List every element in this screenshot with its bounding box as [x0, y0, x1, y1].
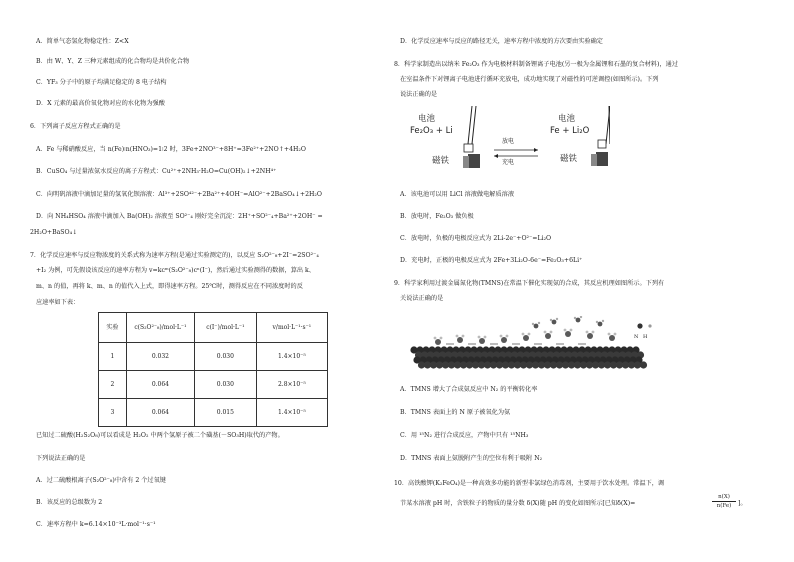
- q9-option-c: C．用 ¹⁵N₂ 进行合成反应，产物中只有 ¹⁵NH₃: [400, 432, 529, 439]
- fraction-numerator: n(X): [712, 494, 736, 502]
- q9-option-b: B．TMNS 表面上的 N 原子被氧化为氨: [400, 409, 511, 416]
- surface-atom: [648, 324, 651, 327]
- surface-atom: [586, 331, 589, 334]
- q6-stem: 6．下列离子反应方程式正确的是: [30, 123, 121, 130]
- table-header: c(S₂O²⁻₈)/mol·L⁻¹: [126, 313, 194, 343]
- q7-stem-line-3: m、n 的值，再将 k、m、n 的值代入上式，即得速率方程。25℃时，测得反应在不同浓度时的反: [36, 283, 303, 290]
- surface-atom: [564, 329, 567, 332]
- q9-option-a: A．TMNS 增大了合成氨反应中 N₂ 的平衡转化率: [400, 386, 538, 393]
- q9-stem-line-2: 关说法正确的是: [400, 295, 444, 302]
- q8-option-d: D．充电时，正极的电极反应式为 2Fe+3Li₂O-6e⁻=Fe₂O₃+6Li⁺: [400, 257, 583, 264]
- q8-stem-line-2: 在室温条件下对锂离子电池进行循环充放电，成功地实现了对磁性的可逆调控(如图所示)。下列: [400, 76, 659, 83]
- table-cell: 0.064: [126, 399, 194, 427]
- discharge-label: 放电: [502, 138, 515, 145]
- table-cell: 1.4×10⁻⁵: [256, 399, 327, 427]
- surface-atom: [457, 337, 463, 343]
- magnet-left-label: 磁铁: [432, 156, 450, 166]
- table-cell: 0.030: [194, 371, 256, 399]
- surface-atom: [640, 361, 647, 368]
- surface-atom: [534, 324, 539, 329]
- table-row: [99, 399, 328, 427]
- surface-atom: [552, 320, 557, 325]
- rate-table: [98, 312, 328, 427]
- surface-atom: [637, 323, 642, 328]
- surface-atom: [435, 339, 441, 345]
- q7-option-b: B．该反应的总级数为 2: [36, 499, 103, 506]
- surface-atom: [556, 318, 558, 320]
- battery-magnet-figure: [410, 104, 610, 184]
- surface-atom: [592, 331, 595, 334]
- surface-atom: [565, 331, 571, 337]
- table-header-row: [99, 313, 328, 343]
- surface-atom: [523, 335, 529, 341]
- surface-atom: [570, 329, 573, 332]
- surface-atom: [522, 333, 525, 336]
- q8-option-b: B．放电时，Fe₂O₃ 做负极: [400, 213, 474, 220]
- surface-atom: [598, 322, 603, 327]
- q7-option-a: A．过二硫酸根离子(S₂O²⁻₈)中含有 2 个过氧键: [36, 477, 166, 484]
- q5-option-b: B．由 W、Y、Z 三种元素组成的化合物均是共价化合物: [36, 58, 190, 65]
- table-cell: 0.032: [126, 343, 194, 371]
- legend-h-label: H: [643, 334, 648, 340]
- surface-atom: [501, 337, 507, 343]
- surface-atom: [506, 335, 509, 338]
- surface-atom: [609, 335, 615, 341]
- surface-atom: [478, 336, 481, 339]
- surface-atom: [440, 337, 443, 340]
- surface-atom: [544, 331, 547, 334]
- surface-atom: [528, 333, 531, 336]
- table-row: [99, 371, 328, 399]
- battery-right-formula: Fe + Li₂O: [550, 126, 590, 136]
- table-cell: 3: [99, 399, 127, 427]
- table-cell: 1: [99, 343, 127, 371]
- surface-atom: [479, 338, 485, 344]
- surface-atom: [602, 320, 604, 322]
- q10-stem-line-2: 节某水溶液 pH 时，含铁粒子的物质的量分数 δ(X)随 pH 的变化如图所示[已知δ(X)=: [400, 500, 636, 507]
- surface-atom: [532, 323, 534, 325]
- table-cell: 0.030: [194, 343, 256, 371]
- surface-atom: [545, 333, 551, 339]
- surface-atom: [587, 333, 593, 339]
- q9-stem-line-1: 9．科学家利用过渡金属氮化物(TMNS)在常温下催化实现氨的合成，其反应机理如图所示。下列有: [394, 280, 665, 287]
- q6-option-d-cont: 2H₂O+BaSO₄↓: [30, 229, 78, 236]
- q6-option-a: A．Fe 与稀硝酸反应，当 n(Fe)∶n(HNO₃)=1∶2 时，3Fe+2NO³⁻+8H⁺=3Fe²⁺+2NO↑+4H₂O: [36, 146, 306, 153]
- q6-option-c: C．向明矾溶液中滴加足量的氢氧化钡溶液：Al³⁺+2SO⁴²⁻+2Ba²⁺+4OH⁻=AlO²⁻+2BaSO₄↓+2H₂O: [36, 191, 322, 198]
- q8-option-a: A．该电池可以用 LiCl 溶液做电解质溶液: [400, 191, 515, 198]
- q7-option-c: C．速率方程中 k=6.14×10⁻³L·mol⁻¹·s⁻¹: [36, 521, 156, 528]
- table-header: c(I⁻)/mol·L⁻¹: [194, 313, 256, 343]
- surface-atom: [484, 336, 487, 339]
- catalyst-mechanism-figure: [408, 316, 668, 376]
- q5-option-d: D．X 元素的最高价氧化物对应的水化物为强酸: [36, 100, 165, 107]
- q5-option-c: C．YF₃ 分子中的原子均满足稳定的 8 电子结构: [36, 79, 167, 86]
- q7-stem-line-4: 应速率如下表：: [36, 299, 80, 306]
- table-row: [99, 343, 328, 371]
- fraction-denominator: n(Fe): [716, 503, 732, 509]
- table-header: 实验: [99, 313, 127, 343]
- fraction-tail: ]。: [738, 500, 747, 507]
- surface-atom: [550, 331, 553, 334]
- legend-n-label: N: [634, 334, 639, 340]
- q6-option-d: D．向 NH₄HSO₄ 溶液中滴加入 Ba(OH)₂ 溶液至 SO²⁻₄ 刚好完全沉淀：2H⁺+SO²⁻₄+Ba²⁺+2OH⁻ =: [36, 213, 323, 220]
- q8-stem-line-1: 8．科学家制造出以纳米 Fe₂O₃ 作为电极材料制备锂离子电池(另一极为金属锂和石墨的复合材料)，通过: [394, 61, 679, 68]
- surface-atom: [580, 316, 582, 318]
- table-cell: 1.4×10⁻⁵: [256, 343, 327, 371]
- battery-right-label: 电池: [558, 114, 576, 124]
- q7-stem-line-1: 7．化学反应速率与反应物浓度的关系式称为速率方程(是通过实验测定的)，以反应 S₂O²⁻₈+2I⁻=2SO²⁻₄: [30, 252, 319, 259]
- surface-atom: [456, 335, 459, 338]
- surface-atom: [574, 317, 576, 319]
- q6-option-b: B．CuSO₄ 与过量浓氨水反应的离子方程式：Cu²⁺+2NH₃·H₂O=Cu(OH)₂↓+2NH⁴⁺: [36, 168, 277, 175]
- q8-stem-line-3: 说法正确的是: [400, 91, 438, 98]
- table-cell: 2: [99, 371, 127, 399]
- q7-note: 已知过二硫酸(H₂S₂O₈)可以看成是 H₂O₂ 中两个氢原子被二个磺基(－SO₃H)取代的产物。: [36, 432, 284, 439]
- table-header: v/mol·L⁻¹·s⁻¹: [256, 313, 327, 343]
- surface-atom: [462, 335, 465, 338]
- surface-atom: [434, 337, 437, 340]
- q7-option-d: D．化学反应速率与反应的路径无关，速率方程中浓度的方次要由实验确定: [400, 38, 603, 45]
- surface-atom: [614, 333, 617, 336]
- q10-stem-line-1: 10．高铁酸钾(K₂FeO₄)是一种高效多功能的新型非氯绿色消毒剂，主要用于饮水处理。常温下，调: [394, 480, 665, 487]
- table-cell: 0.015: [194, 399, 256, 427]
- q9-option-d: D．TMNS 表面上氨脱附产生的空位有利于吸附 N₂: [400, 455, 543, 462]
- q8-option-c: C．放电时，负极的电极反应式为 2Li-2e⁻+O²⁻=Li₂O: [400, 235, 552, 242]
- battery-left-label: 电池: [418, 114, 436, 124]
- q7-stem-line-2: +I₂ 为例，可先假设该反应的速率方程为 v=kcᵐ(S₂O²⁻₈)cⁿ(I⁻)，然后通过实验测得的数据，算出 k、: [36, 267, 315, 274]
- q7-ask: 下列说法正确的是: [36, 455, 86, 462]
- magnet-right-label: 磁铁: [560, 154, 578, 164]
- surface-atom: [538, 322, 540, 324]
- table-cell: 0.064: [126, 371, 194, 399]
- charge-label: 充电: [502, 159, 515, 166]
- surface-atom: [596, 321, 598, 323]
- surface-atom: [608, 333, 611, 336]
- surface-atom: [550, 319, 552, 321]
- q5-option-a: A．简单气态氢化物稳定性：Z<X: [36, 38, 129, 45]
- table-cell: 2.8×10⁻⁵: [256, 371, 327, 399]
- battery-left-formula: Fe₂O₃ + Li: [410, 126, 453, 136]
- surface-atom: [500, 335, 503, 338]
- surface-atom: [576, 318, 581, 323]
